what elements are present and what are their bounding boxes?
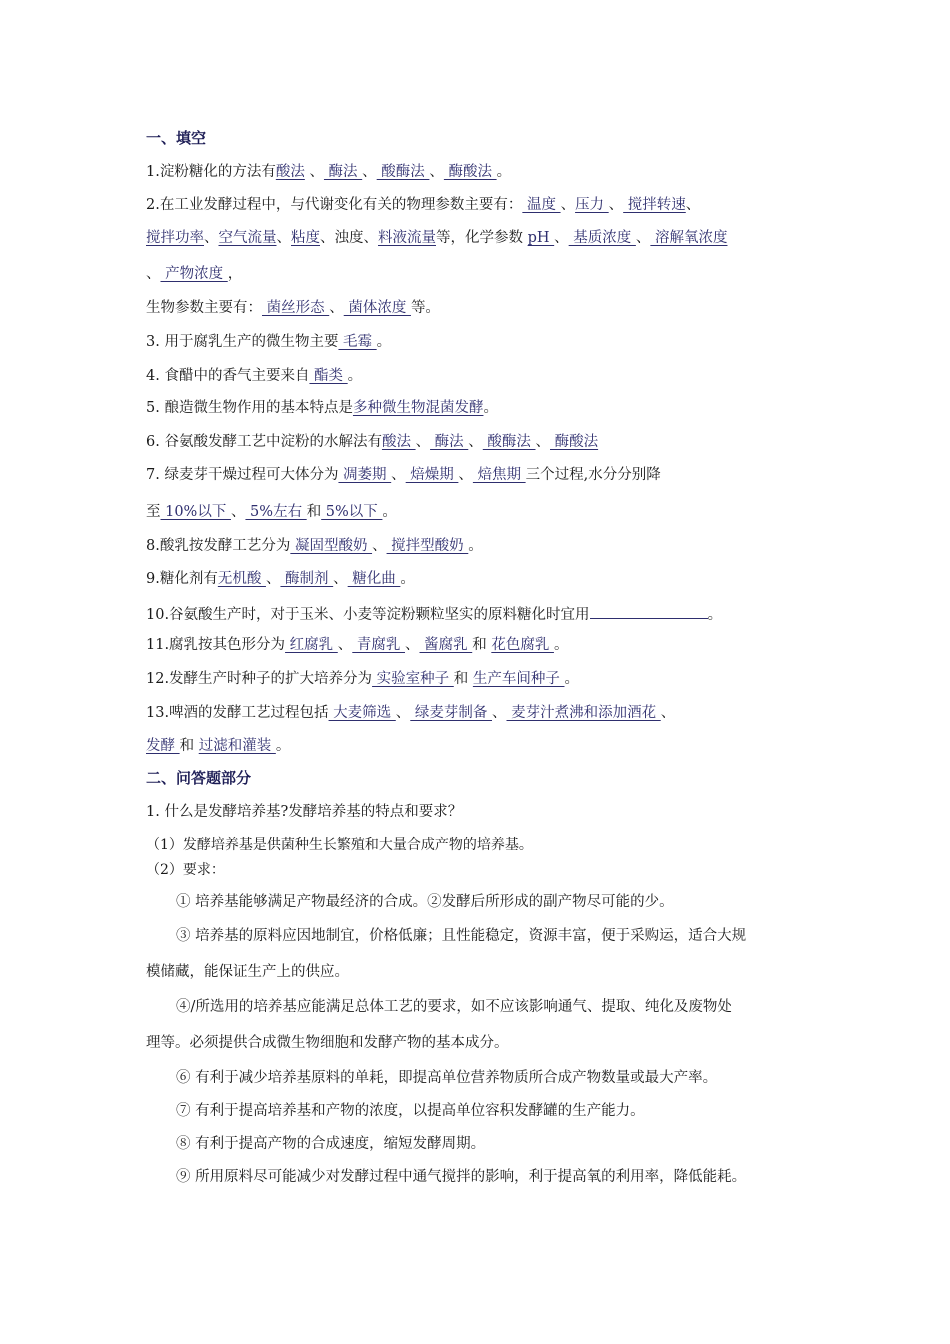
answer-text: 搅拌转速: [623, 197, 686, 213]
answer-text: 生产车间种子: [472, 671, 565, 687]
answer-text: 溶解氧浓度: [650, 230, 728, 246]
answer-text: 酸酶法: [376, 164, 430, 180]
answer-text: 过滤和灌装: [198, 738, 276, 754]
question-3: [146, 332, 391, 352]
question-1: [146, 162, 511, 182]
question-text: 。: [347, 368, 363, 384]
question-text: 、: [333, 571, 348, 587]
answer-text: 料液流量: [378, 230, 436, 246]
requirement-1-2: ① 培养基能够满足产物最经济的合成。②发酵后所形成的副产物尽可能的少。: [176, 894, 674, 910]
question-text: ，: [227, 266, 243, 282]
question-text: 1.淀粉糖化的方法有: [146, 164, 276, 180]
answer-text: 多种微生物混菌发酵: [352, 400, 484, 416]
question-8: [146, 536, 483, 556]
answer-text: 5%以下: [321, 504, 383, 520]
answer-text: 酸法: [275, 164, 305, 180]
answer-text: 毛霉: [338, 334, 377, 350]
answer-text: 糖化曲: [347, 571, 401, 587]
answer-text: 酱腐乳: [419, 637, 473, 653]
question-text: 、: [660, 705, 676, 721]
answer-text: 菌体浓度: [343, 300, 411, 316]
qa-answer-requirements-label: （2）要求：: [146, 862, 225, 878]
question-text: 、: [554, 230, 569, 246]
question-5: [146, 398, 498, 418]
question-text: 、: [265, 571, 281, 587]
question-6: [146, 432, 598, 452]
question-text: 11.腐乳按其色形分为: [146, 637, 286, 653]
requirement-4-line-1: ④/所选用的培养基应能满足总体工艺的要求，如不应该影响通气、提取、纯化及废物处: [176, 999, 732, 1015]
question-text: 。: [496, 164, 512, 180]
answer-text: 酶酸法: [550, 434, 599, 450]
question-text: 和: [453, 671, 473, 687]
question-text: 、: [362, 164, 377, 180]
question-text: 。: [400, 571, 415, 587]
answer-text: 麦芽汁煮沸和添加酒花: [506, 705, 661, 721]
question-2-line-1: [146, 195, 700, 215]
question-text: 三个过程,水分分别降: [525, 467, 661, 483]
question-12: [146, 669, 579, 689]
answer-text: 花色腐乳: [491, 637, 554, 653]
question-text: 4. 食醋中的香气主要来自: [146, 368, 310, 384]
question-text: 、: [635, 230, 651, 246]
answer-text: 菌丝形态: [262, 300, 330, 316]
question-text: 8.酸乳按发酵工艺分为: [146, 538, 291, 554]
answer-text: 酸酶法: [482, 434, 536, 450]
question-7-line-2: [146, 502, 397, 522]
question-text: 。: [275, 738, 291, 754]
question-text: 等，化学参数: [436, 230, 528, 246]
answer-text: 压力: [575, 197, 609, 213]
answer-text: 大麦筛选: [328, 705, 396, 721]
question-text: 、: [204, 230, 219, 246]
question-text: 2.在工业发酵过程中，与代谢变化有关的物理参数主要有：: [146, 197, 523, 213]
question-text: 、: [458, 467, 473, 483]
question-text: 。: [376, 334, 392, 350]
qa-answer-definition: （1）发酵培养基是供菌种生长繁殖和大量合成产物的培养基。: [146, 837, 533, 853]
answer-text: 酶法: [430, 434, 469, 450]
question-7-line-1: [146, 465, 661, 485]
answer-text: 青腐乳: [352, 637, 405, 653]
question-text: 12.发酵生产时种子的扩大培养分为: [146, 671, 373, 687]
qa-question-1: 1. 什么是发酵培养基?发酵培养基的特点和要求？: [146, 804, 463, 820]
question-text: 10.谷氨酸生产时，对于玉米、小麦等淀粉颗粒坚实的原料糖化时宜用: [146, 607, 590, 623]
answer-text: 酶酸法: [443, 164, 497, 180]
question-text: 、: [415, 434, 431, 450]
answer-text: 基质浓度: [568, 230, 636, 246]
requirement-8: ⑧ 有利于提高产物的合成速度，缩短发酵周期。: [176, 1136, 486, 1152]
answer-text: 实验室种子: [372, 671, 454, 687]
question-text: 、: [372, 538, 387, 554]
answer-text: pH: [527, 230, 555, 246]
answer-text: 10%以下: [160, 504, 231, 520]
requirement-7: ⑦ 有利于提高培养基和产物的浓度，以提高单位容积发酵罐的生产能力。: [176, 1103, 645, 1119]
answer-text: 焙燥期: [405, 467, 459, 483]
answer-text: 无机酸: [217, 571, 266, 587]
question-text: 、: [492, 705, 507, 721]
question-text: 、: [608, 197, 624, 213]
question-11: [146, 635, 568, 655]
answer-text: 红腐乳: [285, 637, 338, 653]
question-text: 、: [146, 266, 161, 282]
question-2-line-4: [146, 298, 440, 318]
requirement-9: ⑨ 所用原料尽可能减少对发酵过程中通气搅拌的影响，利于提高氧的利用率，降低能耗。: [176, 1169, 747, 1185]
answer-text: 产物浓度: [160, 266, 228, 282]
question-text: 、: [304, 164, 324, 180]
answer-text: 搅拌功率: [146, 230, 204, 246]
question-13-line-2: [146, 736, 290, 756]
question-text: 、: [560, 197, 576, 213]
question-2-line-2: [146, 228, 727, 248]
question-text: 、: [276, 230, 291, 246]
question-text: 。: [553, 637, 569, 653]
answer-text: 发酵: [146, 738, 180, 754]
answer-text: 温度: [522, 197, 561, 213]
question-text: 7. 绿麦芽干燥过程可大体分为: [146, 467, 339, 483]
requirement-3-line-2: 模储藏，能保证生产上的供应。: [146, 964, 349, 980]
question-text: 。: [707, 607, 723, 623]
answer-text: 焙焦期: [472, 467, 526, 483]
answer-text: 凝固型酸奶: [290, 538, 373, 554]
question-text: 。: [382, 504, 397, 520]
answer-text: 搅拌型酸奶: [386, 538, 469, 554]
question-text: 、: [468, 434, 483, 450]
question-text: 。: [468, 538, 483, 554]
question-text: 。: [564, 671, 579, 687]
question-text: 、: [405, 637, 420, 653]
question-4: [146, 366, 362, 386]
requirement-3-line-1: ③ 培养基的原料应因地制宜，价格低廉；且性能稳定，资源丰富，便于采购运，适合大规: [176, 928, 747, 944]
question-text: 和: [472, 637, 492, 653]
question-text: 生物参数主要有：: [146, 300, 262, 316]
question-text: 9.糖化剂有: [146, 571, 218, 587]
question-text: 3. 用于腐乳生产的微生物主要: [146, 334, 339, 350]
question-13-line-1: [146, 703, 675, 723]
question-text: 13.啤酒的发酵工艺过程包括: [146, 705, 329, 721]
answer-text: 酶法: [323, 164, 363, 180]
requirement-6: ⑥ 有利于减少培养基原料的单耗，即提高单位营养物质所合成产物数量或最大产率。: [176, 1070, 718, 1086]
question-10: [146, 602, 722, 625]
answer-text: 酶制剂: [280, 571, 334, 587]
answer-text: 酸法: [381, 434, 416, 450]
question-9: [146, 569, 415, 589]
answer-text: 粘度: [291, 230, 320, 246]
question-text: 、: [230, 504, 246, 520]
question-text: 至: [146, 504, 161, 520]
question-text: 5. 酿造微生物作用的基本特点是: [146, 400, 353, 416]
question-text: 、: [429, 164, 444, 180]
section-heading-fill-blank: 一、填空: [146, 129, 207, 147]
question-2-line-3: [146, 264, 242, 284]
answer-text: 凋萎期: [338, 467, 392, 483]
question-text: 和: [179, 738, 199, 754]
question-text: 、: [337, 637, 353, 653]
question-text: 6. 谷氨酸发酵工艺中淀粉的水解法有: [146, 434, 382, 450]
answer-text: 5%左右: [245, 504, 307, 520]
question-text: 、: [535, 434, 550, 450]
answer-text: 空气流量: [218, 230, 277, 246]
question-text: 等。: [410, 300, 440, 316]
question-text: 、: [329, 300, 344, 316]
answer-text: 绿麦芽制备: [410, 705, 492, 721]
question-text: 。: [483, 400, 498, 416]
question-text: 、: [395, 705, 411, 721]
answer-text: 酯类: [309, 368, 348, 384]
question-text: 和: [306, 504, 322, 520]
answer-blank: [590, 602, 708, 619]
section-heading-qa: 二、问答题部分: [146, 769, 252, 787]
question-text: 、: [685, 197, 701, 213]
question-text: 、: [391, 467, 406, 483]
question-text: 、浊度、: [320, 230, 378, 246]
requirement-4-line-2: 理等。必须提供合成微生物细胞和发酵产物的基本成分。: [146, 1035, 509, 1051]
